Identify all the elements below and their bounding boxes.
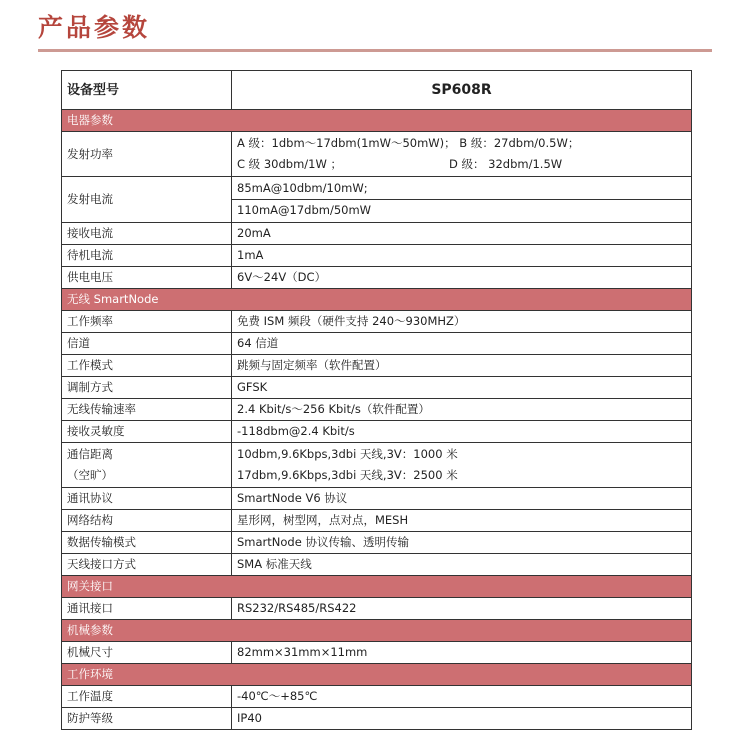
table-row	[62, 377, 692, 399]
section-wireless	[62, 289, 692, 311]
table-row	[62, 510, 692, 532]
table-row	[62, 554, 692, 576]
tx-power-line2	[237, 154, 686, 175]
row-label: 调制方式	[62, 377, 232, 399]
row-value: 1mA	[232, 245, 692, 267]
row-label: 机械尺寸	[62, 642, 232, 664]
tx-power-class-c: C 级 30dbm/1W ；	[237, 157, 342, 171]
row-value: IP40	[232, 708, 692, 730]
row-label: 数据传输模式	[62, 532, 232, 554]
tx-current-line2: 110mA@17dbm/50mW	[232, 199, 691, 221]
row-value	[232, 177, 692, 223]
table-row	[62, 708, 692, 730]
table-row	[62, 267, 692, 289]
row-label: 无线传输速率	[62, 399, 232, 421]
row-label: 工作频率	[62, 311, 232, 333]
table-row	[62, 223, 692, 245]
row-label	[62, 443, 232, 488]
row-label: 天线接口方式	[62, 554, 232, 576]
row-value: 20mA	[232, 223, 692, 245]
table-row	[62, 132, 692, 177]
table-row	[62, 642, 692, 664]
table-header-row	[62, 71, 692, 110]
distance-label-line2: （空旷）	[67, 468, 113, 482]
row-label: 网络结构	[62, 510, 232, 532]
row-label: 供电电压	[62, 267, 232, 289]
row-value: -40℃～+85℃	[232, 686, 692, 708]
table-row	[62, 311, 692, 333]
spec-table	[61, 70, 692, 730]
row-label: 防护等级	[62, 708, 232, 730]
table-row	[62, 488, 692, 510]
table-row	[62, 355, 692, 377]
row-value: 2.4 Kbit/s～256 Kbit/s（软件配置）	[232, 399, 692, 421]
row-label: 发射电流	[62, 177, 232, 223]
page-title: 产品参数	[38, 13, 151, 42]
tx-power-class-d: D 级： 32dbm/1.5W	[449, 157, 563, 171]
row-label: 接收电流	[62, 223, 232, 245]
section-title: 无线 SmartNode	[62, 289, 692, 311]
row-label: 工作模式	[62, 355, 232, 377]
row-label: 发射功率	[62, 132, 232, 177]
row-value: GFSK	[232, 377, 692, 399]
row-value: SmartNode 协议传输、透明传输	[232, 532, 692, 554]
table-row	[62, 686, 692, 708]
row-value: -118dbm@2.4 Kbit/s	[232, 421, 692, 443]
tx-current-line1: 85mA@10dbm/10mW;	[237, 181, 368, 195]
row-value	[232, 132, 692, 177]
row-value: SmartNode V6 协议	[232, 488, 692, 510]
distance-line1: 10dbm,9.6Kbps,3dbi 天线,3V：1000 米	[237, 447, 458, 461]
row-value: RS232/RS485/RS422	[232, 598, 692, 620]
section-title: 工作环境	[62, 664, 692, 686]
row-value: 免费 ISM 频段（硬件支持 240～930MHZ）	[232, 311, 692, 333]
table-row	[62, 177, 692, 223]
table-row	[62, 421, 692, 443]
row-label: 通讯接口	[62, 598, 232, 620]
row-value: 6V～24V（DC）	[232, 267, 692, 289]
row-label: 工作温度	[62, 686, 232, 708]
section-title: 机械参数	[62, 620, 692, 642]
row-label: 信道	[62, 333, 232, 355]
section-title: 网关接口	[62, 576, 692, 598]
section-title: 电器参数	[62, 110, 692, 132]
row-value: SMA 标准天线	[232, 554, 692, 576]
table-row	[62, 245, 692, 267]
row-label: 通讯协议	[62, 488, 232, 510]
row-value: 82mm×31mm×11mm	[232, 642, 692, 664]
table-row	[62, 333, 692, 355]
distance-label-line1: 通信距离	[67, 447, 113, 461]
section-mechanical	[62, 620, 692, 642]
table-row	[62, 399, 692, 421]
row-label: 接收灵敏度	[62, 421, 232, 443]
row-value: 跳频与固定频率（软件配置）	[232, 355, 692, 377]
section-gateway	[62, 576, 692, 598]
table-row	[62, 598, 692, 620]
model-number: SP608R	[232, 71, 692, 110]
row-value: 64 信道	[232, 333, 692, 355]
row-label: 待机电流	[62, 245, 232, 267]
title-divider	[38, 49, 712, 52]
section-electrical	[62, 110, 692, 132]
row-value: 星形网，树型网，点对点，MESH	[232, 510, 692, 532]
section-environment	[62, 664, 692, 686]
distance-line2: 17dbm,9.6Kbps,3dbi 天线,3V：2500 米	[237, 468, 458, 482]
tx-power-line1: A 级：1dbm～17dbm(1mW～50mW)； B 级：27dbm/0.5W；	[237, 136, 580, 150]
table-row	[62, 443, 692, 488]
table-row	[62, 532, 692, 554]
header-label: 设备型号	[62, 71, 232, 110]
row-value	[232, 443, 692, 488]
